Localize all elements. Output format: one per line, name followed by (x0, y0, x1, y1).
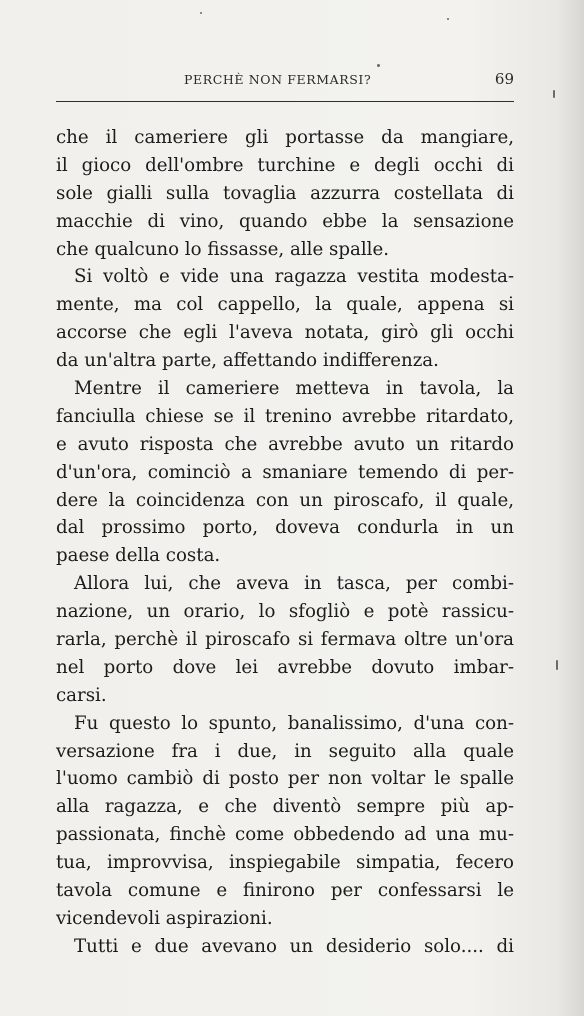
speck (447, 18, 449, 20)
text-line: Mentre il cameriere metteva in tavola, la (74, 378, 514, 400)
speck (200, 12, 202, 14)
text-line: da un'altra parte, affettando indifferenza. (56, 350, 439, 372)
text-line: alla ragazza, e che diventò sempre più ap- (56, 796, 514, 818)
text-line: nel porto dove lei avrebbe dovuto imbar- (56, 656, 514, 678)
page-edge-shadow (556, 0, 584, 1016)
text-line: dal prossimo porto, doveva condurla in un (56, 517, 514, 539)
speck (377, 64, 380, 67)
text-line: tavola comune e finirono per confessarsi le (56, 880, 514, 902)
text-line: d'un'ora, cominciò a smaniare temendo di per- (56, 461, 514, 483)
text-line: accorse che egli l'aveva notata, girò gli occhi (56, 322, 514, 344)
text-line: sole gialli sulla tovaglia azzurra costellata di (56, 182, 514, 204)
page-number: 69 (494, 70, 514, 88)
text-line: carsi. (56, 684, 107, 706)
body-text (56, 124, 514, 961)
text-line: Allora lui, che aveva in tasca, per combi- (74, 573, 514, 595)
text-line: passionata, finchè come obbedendo ad una mu- (56, 824, 514, 846)
running-title: PERCHÈ NON FERMARSI? (184, 72, 372, 87)
text-line: che qualcuno lo fissasse, alle spalle. (56, 238, 390, 260)
text-line: il gioco dell'ombre turchine e degli occhi di (56, 154, 514, 176)
text-line: l'uomo cambiò di posto per non voltar le spalle (56, 768, 514, 790)
text-line: tua, improvvisa, inspiegabile simpatia, fecero (56, 852, 514, 874)
text-line: rarla, perchè il piroscafo si fermava oltre un'ora (56, 629, 514, 651)
text-line: mente, ma col cappello, la quale, appena si (56, 294, 514, 316)
text-line: Tutti e due avevano un desiderio solo.... di (74, 935, 514, 957)
text-line: versazione fra i due, in seguito alla quale (56, 740, 514, 762)
speck (553, 90, 555, 98)
text-line: Si voltò e vide una ragazza vestita modesta- (74, 266, 514, 288)
running-header (56, 68, 514, 92)
text-line: che il cameriere gli portasse da mangiare, (56, 127, 514, 148)
text-line: dere la coincidenza con un piroscafo, il quale, (56, 489, 514, 511)
text-line: paese della costa. (56, 545, 221, 567)
text-line: Fu questo lo spunto, banalissimo, d'una con- (74, 712, 514, 734)
header-rule (56, 101, 514, 102)
text-line: macchie di vino, quando ebbe la sensazione (56, 210, 514, 232)
text-line: nazione, un orario, lo sfogliò e potè rassicu- (56, 601, 514, 623)
speck (556, 660, 558, 670)
text-line: e avuto risposta che avrebbe avuto un ritardo (56, 433, 514, 455)
text-line: fanciulla chiese se il trenino avrebbe ritardato, (56, 405, 514, 427)
text-line: vicendevoli aspirazioni. (56, 907, 273, 929)
